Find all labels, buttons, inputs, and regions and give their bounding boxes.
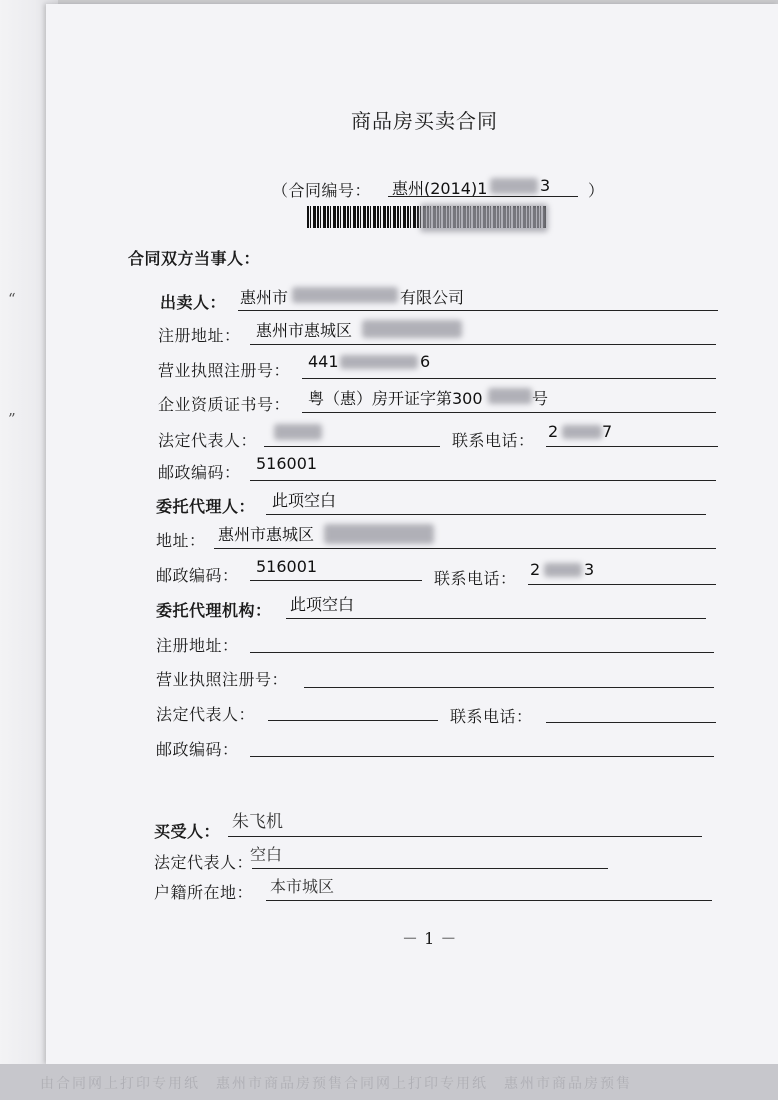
seller-legal-rep-underline	[264, 446, 440, 447]
agent-underline	[266, 514, 706, 515]
contract-no-tail: 3	[540, 176, 551, 195]
page-number: － 1 －	[402, 929, 457, 948]
buyer-name: 朱飞机	[232, 812, 283, 832]
agency-license-label: 营业执照注册号：	[156, 670, 289, 689]
seller-reg-address-underline	[250, 344, 716, 345]
buyer-household: 本市城区	[270, 877, 335, 896]
seller-reg-address-label: 注册地址：	[158, 326, 241, 345]
agent-value: 此项空白	[272, 491, 337, 510]
agency-phone-underline	[546, 722, 716, 723]
seller-label: 出卖人：	[160, 293, 227, 312]
agency-value: 此项空白	[290, 595, 355, 614]
seller-phone-underline	[546, 446, 718, 447]
agency-phone-label: 联系电话：	[450, 707, 533, 726]
seller-license-label: 营业执照注册号：	[158, 361, 291, 380]
agent-postcode: 516001	[256, 557, 318, 576]
seller-reg-address: 惠州市惠城区	[256, 321, 353, 340]
seller-postcode-label: 邮政编码：	[158, 463, 241, 482]
redaction	[544, 563, 582, 577]
agent-phone-a: 2	[530, 560, 541, 579]
seller-legal-rep-label: 法定代表人：	[158, 431, 258, 450]
agency-postcode-underline	[250, 756, 714, 757]
paper-watermark: 由合同网上打印专用纸 惠州市商品房预售合同网上打印专用纸 惠州市商品房预售	[40, 1076, 632, 1092]
seller-phone-label: 联系电话：	[452, 431, 535, 450]
seller-cert-underline	[302, 412, 716, 413]
agent-address-label: 地址：	[156, 531, 206, 550]
redaction	[562, 425, 602, 439]
agency-reg-address-label: 注册地址：	[156, 636, 239, 655]
agent-label: 委托代理人：	[156, 497, 256, 516]
contract-no-label: （合同编号：	[272, 181, 372, 200]
agency-legal-rep-underline	[268, 720, 438, 721]
document-title: 商品房买卖合同	[351, 109, 498, 133]
redaction	[292, 287, 398, 303]
agent-address: 惠州市惠城区	[218, 525, 315, 544]
buyer-legal-rep-underline	[252, 868, 608, 869]
agency-postcode-label: 邮政编码：	[156, 740, 239, 759]
buyer-label: 买受人：	[154, 822, 221, 841]
seller-name-a: 惠州市	[240, 288, 289, 307]
agency-reg-address-underline	[250, 652, 714, 653]
agent-phone-label: 联系电话：	[434, 569, 517, 588]
buyer-household-underline	[266, 900, 712, 901]
seller-license-a: 441	[308, 352, 339, 371]
redaction	[490, 178, 538, 194]
agent-postcode-label: 邮政编码：	[156, 566, 239, 585]
buyer-household-label: 户籍所在地：	[154, 883, 254, 902]
agent-address-underline	[214, 548, 716, 549]
seller-name-b: 有限公司	[400, 288, 465, 307]
seller-postcode-underline	[250, 480, 716, 481]
seller-license-b: 6	[420, 352, 431, 371]
contract-no-underline	[388, 196, 578, 197]
buyer-underline	[228, 836, 702, 837]
redaction	[488, 388, 532, 404]
edge-glyph-bottom: ”	[8, 410, 16, 428]
seller-postcode: 516001	[256, 454, 318, 473]
agency-underline	[286, 618, 706, 619]
parties-heading: 合同双方当事人：	[128, 249, 261, 268]
buyer-legal-rep: 空白	[250, 845, 283, 864]
agent-postcode-underline	[250, 580, 422, 581]
redaction	[340, 355, 418, 369]
agent-phone-b: 3	[584, 560, 595, 579]
seller-cert-a: 粤（惠）房开证字第300	[308, 389, 483, 408]
seller-phone-b: 7	[602, 422, 613, 441]
redaction	[362, 320, 462, 338]
contract-no-value: 惠州(2014)1	[392, 179, 488, 198]
contract-no-close: ）	[588, 181, 605, 200]
redaction	[274, 424, 322, 440]
seller-phone-a: 2	[548, 422, 559, 441]
agency-label: 委托代理机构：	[156, 601, 272, 620]
seller-license-underline	[302, 378, 716, 379]
seller-cert-b: 号	[532, 389, 549, 408]
agency-legal-rep-label: 法定代表人：	[156, 705, 256, 724]
barcode-redaction	[420, 204, 548, 232]
seller-cert-label: 企业资质证书号：	[158, 395, 291, 414]
agent-phone-underline	[528, 584, 716, 585]
edge-glyph-top: “	[8, 290, 16, 308]
buyer-legal-rep-label: 法定代表人：	[154, 853, 254, 872]
seller-underline	[238, 310, 718, 311]
redaction	[324, 524, 434, 544]
agency-license-underline	[304, 687, 714, 688]
